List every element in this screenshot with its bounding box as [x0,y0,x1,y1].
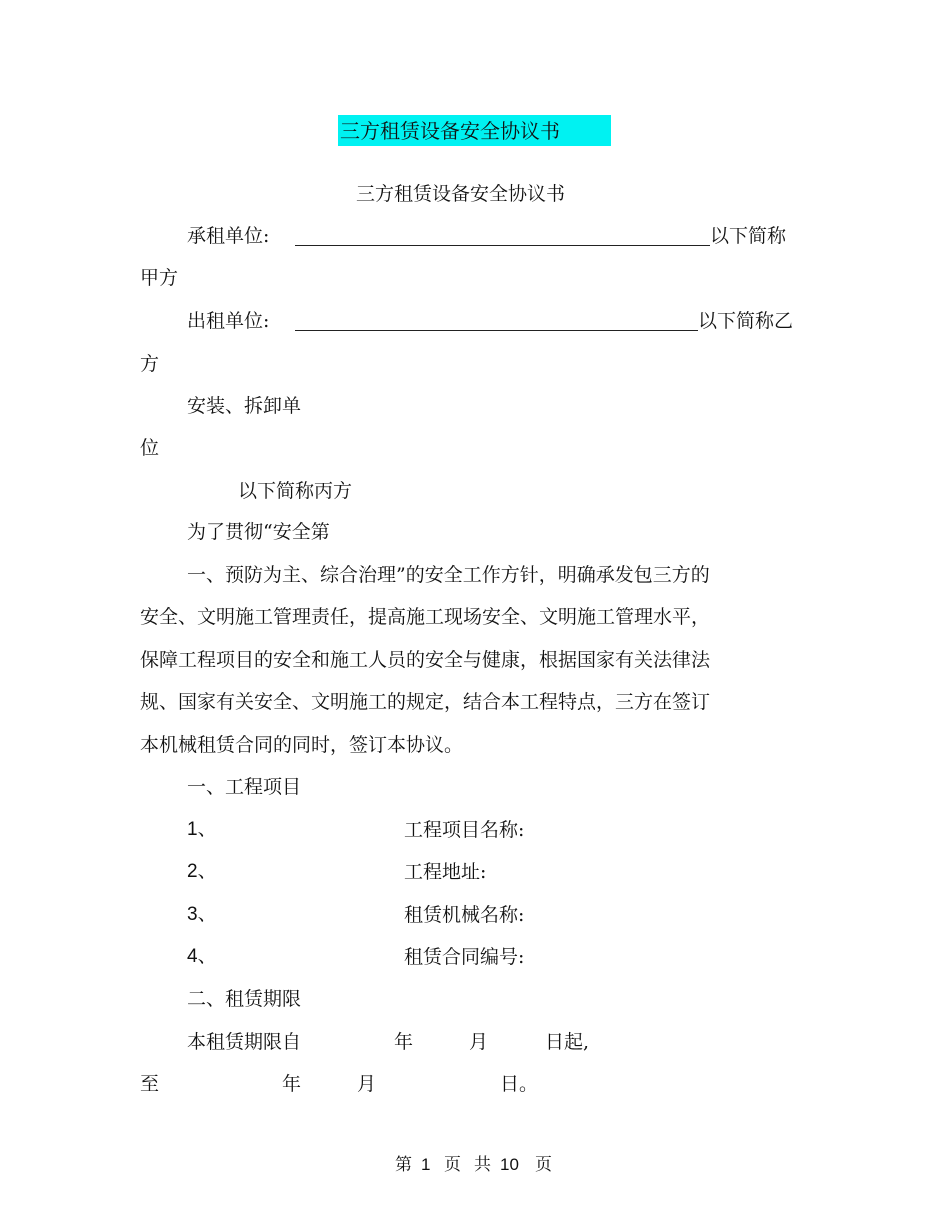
item-number: 4、 [187,946,217,967]
installer-suffix: 以下简称丙方 [238,480,353,502]
period-start-year: 年 [394,1031,414,1053]
document-subtitle: 三方租赁设备安全协议书 [356,183,566,205]
intro-line: 本机械租赁合同的同时，签订本协议。 [140,734,464,756]
item-label: 租赁机械名称: [404,904,525,926]
intro-line: 规、国家有关安全、文明施工的规定，结合本工程特点，三方在签订 [140,691,711,713]
footer-total-word: 共 [474,1155,491,1175]
footer-total-number: 10 [500,1155,519,1174]
item-number: 2、 [187,861,217,882]
period-start-day: 日起, [545,1031,590,1053]
footer-total-unit: 页 [535,1155,552,1175]
item-number: 3、 [187,904,217,925]
intro-line: 保障工程项目的安全和施工人员的安全与健康，根据国家有关法律法 [140,649,711,671]
lessee-label: 承租单位: [187,225,270,247]
lessee-suffix-cont: 甲方 [140,267,179,289]
period-end-month: 月 [357,1073,377,1095]
period-start-prefix: 本租赁期限自 [187,1031,302,1053]
lessor-label: 出租单位: [187,310,270,332]
intro-line: 安全、文明施工管理责任，提高施工现场安全、文明施工管理水平， [140,606,711,628]
footer-page-unit: 页 [444,1155,461,1175]
item-label: 工程地址: [404,861,487,883]
section-heading: 二、租赁期限 [187,988,302,1010]
item-number: 1、 [187,819,217,840]
period-start-month: 月 [469,1031,489,1053]
footer-page-word: 第 [395,1155,412,1175]
section-heading: 一、工程项目 [187,776,302,798]
lessor-suffix: 以下简称乙 [698,310,794,332]
lessee-suffix: 以下简称 [710,225,787,247]
period-end-prefix: 至 [140,1073,160,1095]
item-label: 租赁合同编号: [404,946,525,968]
intro-line: 为了贯彻“安全第 [187,521,330,543]
lessee-blank-line [295,245,710,246]
period-end-day: 日。 [500,1073,539,1095]
footer-page-number: 1 [421,1155,431,1174]
document-heading: 三方租赁设备安全协议书 [340,119,560,143]
item-label: 工程项目名称: [404,819,525,841]
period-end-year: 年 [282,1073,302,1095]
lessor-suffix-cont: 方 [140,353,160,375]
intro-line: 一、预防为主、综合治理”的安全工作方针，明确承发包三方的 [187,564,710,586]
installer-label: 安装、拆卸单 [187,395,302,417]
lessor-blank-line [295,330,698,331]
installer-label-cont: 位 [140,437,160,459]
